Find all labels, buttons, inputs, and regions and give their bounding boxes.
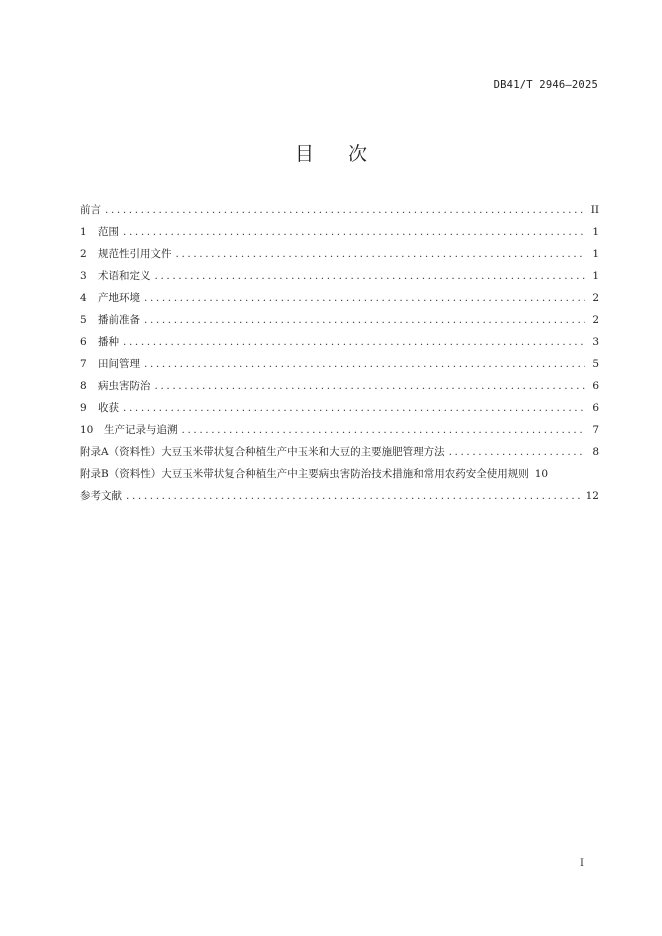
- toc-leader-dots: [123, 221, 585, 243]
- toc-entry-appendix-b[interactable]: [80, 463, 599, 485]
- toc-entry-page: 1: [592, 248, 599, 260]
- toc-entry-8[interactable]: [80, 375, 599, 397]
- toc-entry-label: 术语和定义: [98, 270, 151, 282]
- toc-entry-number: 5: [80, 314, 87, 326]
- toc-entry-label: 生产记录与追溯: [104, 424, 178, 436]
- toc-entry-page: 12: [585, 490, 599, 502]
- toc-leader-dots: [144, 287, 585, 309]
- toc-entry-page: 1: [592, 226, 599, 238]
- toc-entry-number: 9: [80, 402, 87, 414]
- toc-entry-label: 产地环境: [98, 292, 140, 304]
- toc-entry-label: 收获: [98, 402, 119, 414]
- toc-entry-page: 10: [534, 468, 549, 480]
- toc-entry-foreword[interactable]: [80, 199, 599, 221]
- toc-entry-appendix-a[interactable]: [80, 441, 599, 463]
- toc-entry-6[interactable]: [80, 331, 599, 353]
- toc-entry-7[interactable]: [80, 353, 599, 375]
- toc-entry-page: 3: [592, 336, 599, 348]
- toc-entry-label: 参考文献: [80, 490, 122, 502]
- toc-leader-dots: [176, 243, 586, 265]
- toc-entry-page: 7: [592, 424, 599, 436]
- toc-entry-label: 田间管理: [98, 358, 140, 370]
- toc-title-char-1: 目: [294, 143, 314, 165]
- toc-entry-label: 病虫害防治: [98, 380, 151, 392]
- toc-leader-dots: [123, 397, 585, 419]
- toc-leader-dots: [126, 485, 582, 507]
- toc-leader-dots: [123, 331, 585, 353]
- toc-entry-label: 附录A（资料性）大豆玉米带状复合种植生产中玉米和大豆的主要施肥管理方法: [80, 446, 445, 458]
- toc-list: [80, 199, 599, 507]
- toc-entry-3[interactable]: [80, 265, 599, 287]
- toc-entry-5[interactable]: [80, 309, 599, 331]
- toc-entry-page: 6: [592, 380, 599, 392]
- toc-leader-dots: [449, 441, 585, 463]
- toc-entry-label: 前言: [80, 204, 101, 216]
- toc-title-char-2: 次: [348, 143, 368, 165]
- toc-entry-page: 2: [592, 314, 599, 326]
- toc-entry-number: 10: [80, 424, 94, 436]
- toc-entry-number: 8: [80, 380, 87, 392]
- toc-leader-dots: [155, 265, 586, 287]
- toc-entry-page: 2: [592, 292, 599, 304]
- toc-entry-page: II: [590, 204, 599, 216]
- toc-entry-label: 附录B（资料性）大豆玉米带状复合种植生产中主要病虫害防治技术措施和常用农药安全使用规则: [80, 468, 529, 480]
- toc-entry-page: 5: [592, 358, 599, 370]
- toc-entry-number: 7: [80, 358, 87, 370]
- toc-entry-number: 2: [80, 248, 87, 260]
- document-code: DB41/T 2946—2025: [493, 79, 598, 91]
- toc-entry-number: 6: [80, 336, 87, 348]
- toc-entry-10[interactable]: [80, 419, 599, 441]
- toc-entry-number: 3: [80, 270, 87, 282]
- toc-entry-1[interactable]: [80, 221, 599, 243]
- toc-leader-dots: [144, 353, 585, 375]
- toc-entry-9[interactable]: [80, 397, 599, 419]
- toc-entry-label: 播前准备: [98, 314, 140, 326]
- toc-entry-label: 范围: [98, 226, 119, 238]
- toc-title: [0, 139, 662, 166]
- toc-leader-dots: [155, 375, 586, 397]
- toc-entry-number: 4: [80, 292, 87, 304]
- toc-leader-dots: [144, 309, 585, 331]
- toc-entry-label: 播种: [98, 336, 119, 348]
- toc-entry-4[interactable]: [80, 287, 599, 309]
- toc-entry-number: 1: [80, 226, 87, 238]
- toc-entry-references[interactable]: [80, 485, 599, 507]
- toc-entry-page: 8: [592, 446, 599, 458]
- toc-entry-label: 规范性引用文件: [98, 248, 172, 260]
- toc-entry-2[interactable]: [80, 243, 599, 265]
- toc-entry-page: 1: [592, 270, 599, 282]
- toc-leader-dots: [182, 419, 586, 441]
- page-number: I: [580, 858, 584, 869]
- toc-leader-dots: [105, 199, 585, 221]
- toc-entry-page: 6: [592, 402, 599, 414]
